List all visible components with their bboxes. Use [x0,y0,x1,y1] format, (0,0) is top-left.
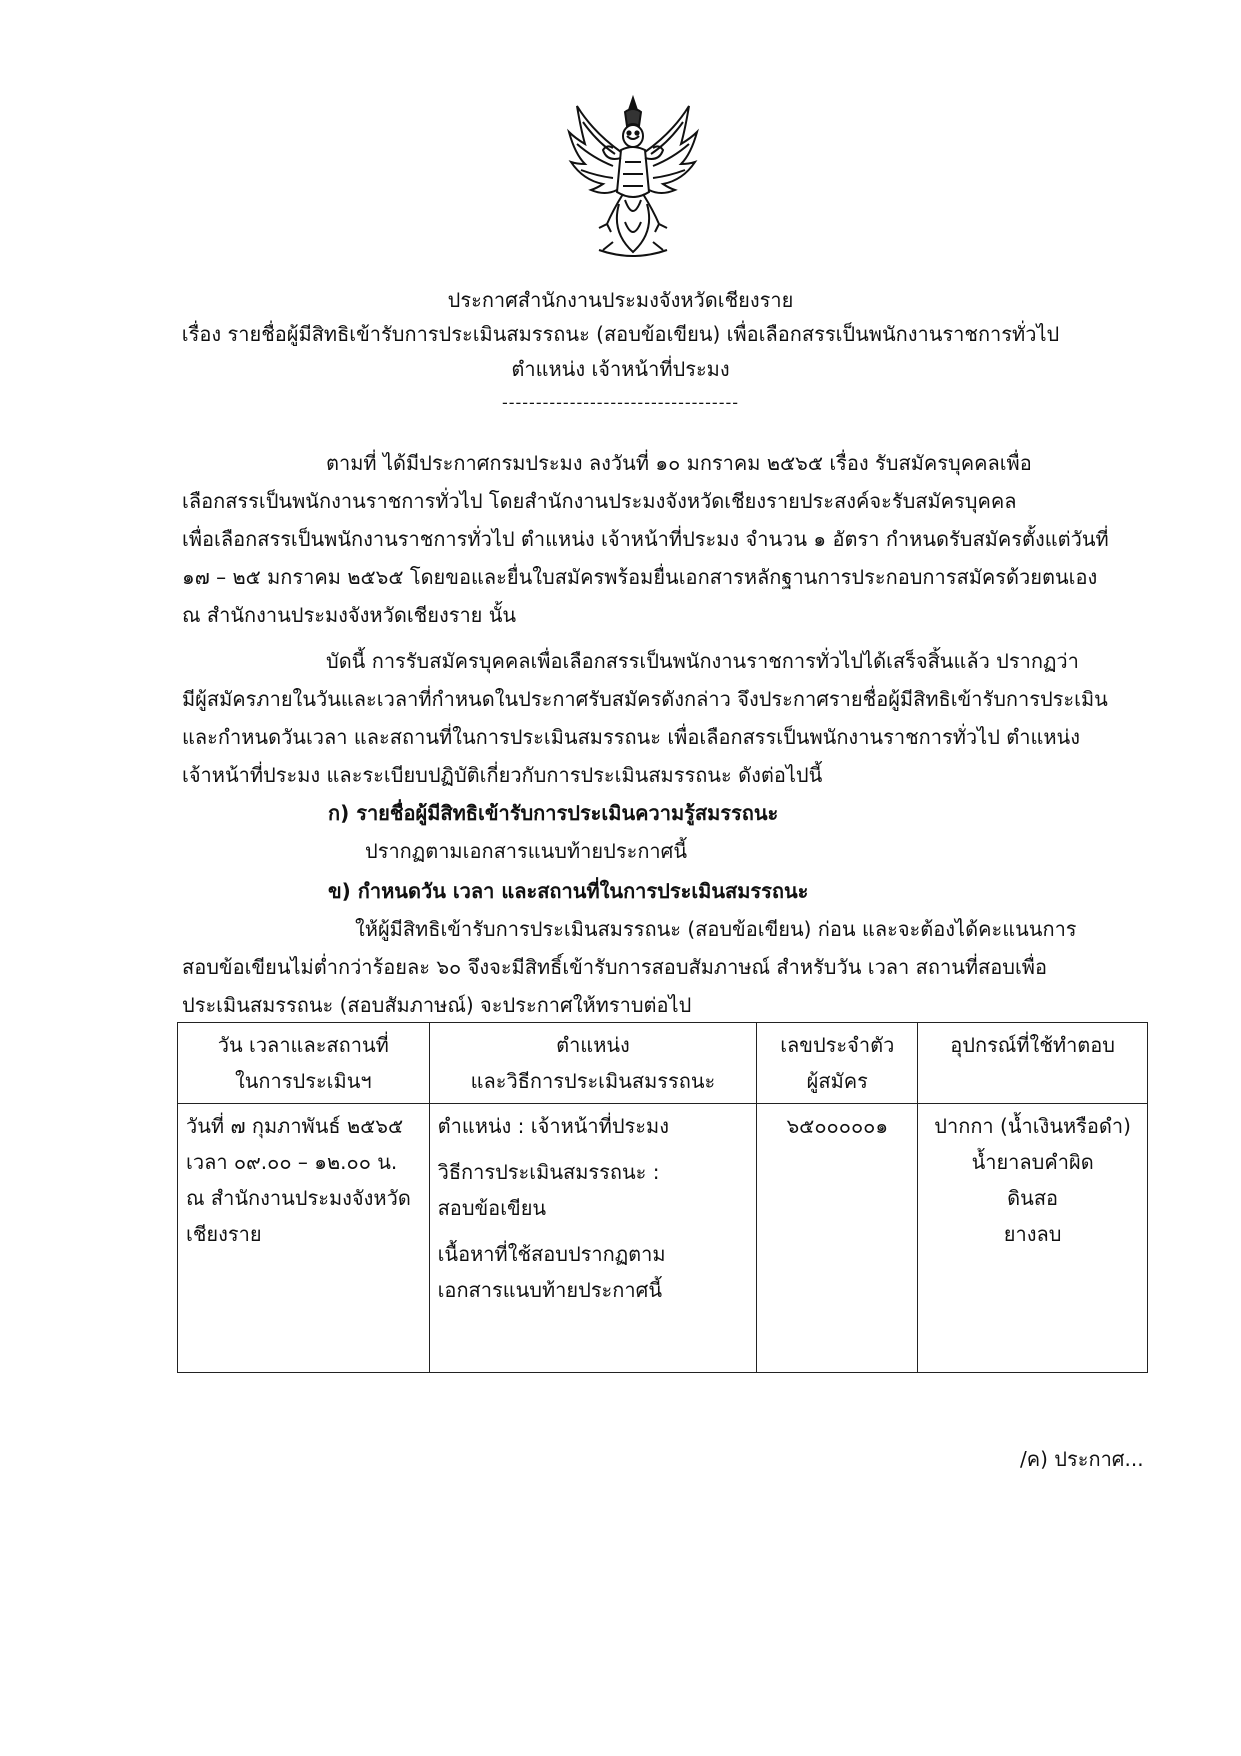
schedule-time: เวลา ๐๙.๐๐ – ๑๒.๐๐ น. [186,1150,398,1174]
paragraph2-line2: มีผู้สมัครภายในวันและเวลาที่กำหนดในประกาศรับสมัครดังกล่าว จึงประกาศรายชื่อผู้มีสิทธิเข้ารับการประเมิน [182,687,1108,711]
content-line1: เนื้อหาที่ใช้สอบปรากฏตาม [437,1242,666,1266]
equipment-correction-fluid: น้ำยาลบคำผิด [971,1150,1094,1174]
header-equipment-line1: อุปกรณ์ที่ใช้ทำตอบ [950,1033,1115,1057]
header-schedule [178,1023,430,1104]
paragraph1-line5: ณ สำนักงานประมงจังหวัดเชียงราย นั้น [182,603,517,627]
header-schedule-line1: วัน เวลาและสถานที่ [217,1033,389,1057]
announcement-position: ตำแหน่ง เจ้าหน้าที่ประมง [511,357,730,381]
item-a-detail: ปรากฏตามเอกสารแนบท้ายประกาศนี้ [365,839,688,863]
method-value: สอบข้อเขียน [437,1196,547,1220]
cell-schedule [178,1104,430,1373]
table-row [178,1104,1148,1373]
garuda-emblem [563,92,703,262]
header-applicant-id [757,1023,918,1104]
schedule-table [177,1022,1148,1373]
paragraph2-line1: บัดนี้ การรับสมัครบุคคลเพื่อเลือกสรรเป็นพนักงานราชการทั่วไปได้เสร็จสิ้นแล้ว ปรากฏว่า [326,649,1079,673]
page-continuation: /ค) ประกาศ... [1020,1447,1144,1471]
equipment-pencil: ดินสอ [1007,1186,1059,1210]
method-label: วิธีการประเมินสมรรถนะ : [437,1160,660,1184]
header-position [429,1023,757,1104]
header-equipment [918,1023,1148,1104]
equipment-pen: ปากกา (น้ำเงินหรือดำ) [934,1114,1131,1138]
schedule-place-cont: เชียงราย [186,1222,262,1246]
header-applicant-id-line2: ผู้สมัคร [806,1069,868,1093]
header-position-line1: ตำแหน่ง [556,1033,630,1057]
schedule-date: วันที่ ๗ กุมภาพันธ์ ๒๕๖๕ [186,1114,404,1138]
paragraph1-line1: ตามที่ ได้มีประกาศกรมประมง ลงวันที่ ๑๐ มกราคม ๒๕๖๕ เรื่อง รับสมัครบุคคลเพื่อ [326,451,1032,475]
announcement-title: ประกาศสำนักงานประมงจังหวัดเชียงราย [447,288,794,312]
item-b-detail-line1: ให้ผู้มีสิทธิเข้ารับการประเมินสมรรถนะ (สอบข้อเขียน) ก่อน และจะต้องได้คะแนนการ [355,917,1077,941]
paragraph2-line3: และกำหนดวันเวลา และสถานที่ในการประเมินสมรรถนะ เพื่อเลือกสรรเป็นพนักงานราชการทั่วไป ตำแหน่ง [182,725,1080,749]
item-b-detail-line3: ประเมินสมรรถนะ (สอบสัมภาษณ์) จะประกาศให้ทราบต่อไป [182,993,692,1017]
cell-equipment [918,1104,1148,1373]
table-header-row [178,1023,1148,1104]
equipment-eraser: ยางลบ [1003,1222,1062,1246]
cell-applicant-id [757,1104,918,1373]
paragraph1-line4: ๑๗ – ๒๕ มกราคม ๒๕๖๕ โดยขอและยื่นใบสมัครพร้อมยื่นเอกสารหลักฐานการประกอบการสมัครด้วยตนเอง [182,565,1098,589]
item-b-detail-line2: สอบข้อเขียนไม่ต่ำกว่าร้อยละ ๖๐ จึงจะมีสิทธิ์เข้ารับการสอบสัมภาษณ์ สำหรับวัน เวลา สถานที่สอบเพื่อ [182,955,1047,979]
position-text: ตำแหน่ง : เจ้าหน้าที่ประมง [437,1114,669,1138]
header-applicant-id-line1: เลขประจำตัว [780,1033,895,1057]
content-line2: เอกสารแนบท้ายประกาศนี้ [437,1278,663,1302]
separator-line: ----------------------------------- [501,393,740,412]
item-b-heading: ข) กำหนดวัน เวลา และสถานที่ในการประเมินสมรรถนะ [328,879,809,903]
header-schedule-line2: ในการประเมินฯ [234,1069,372,1093]
paragraph1-line3: เพื่อเลือกสรรเป็นพนักงานราชการทั่วไป ตำแหน่ง เจ้าหน้าที่ประมง จำนวน ๑ อัตรา กำหนดรับสมัครตั้งแต่วันที่ [182,527,1109,551]
item-a-heading: ก) รายชื่อผู้มีสิทธิเข้ารับการประเมินความรู้สมรรถนะ [328,801,779,825]
paragraph2-line4: เจ้าหน้าที่ประมง และระเบียบปฏิบัติเกี่ยวกับการประเมินสมรรถนะ ดังต่อไปนี้ [182,763,823,787]
paragraph1-line2: เลือกสรรเป็นพนักงานราชการทั่วไป โดยสำนักงานประมงจังหวัดเชียงรายประสงค์จะรับสมัครบุคคล [182,489,1017,513]
header-position-line2: และวิธีการประเมินสมรรถนะ [470,1069,716,1093]
cell-position [429,1104,757,1373]
applicant-id: ๖๕๐๐๐๐๐๑ [786,1114,889,1138]
announcement-subject: เรื่อง รายชื่อผู้มีสิทธิเข้ารับการประเมินสมรรถนะ (สอบข้อเขียน) เพื่อเลือกสรรเป็นพนักงานราชการทั่วไป [181,322,1060,346]
schedule-place: ณ สำนักงานประมงจังหวัด [186,1186,411,1210]
